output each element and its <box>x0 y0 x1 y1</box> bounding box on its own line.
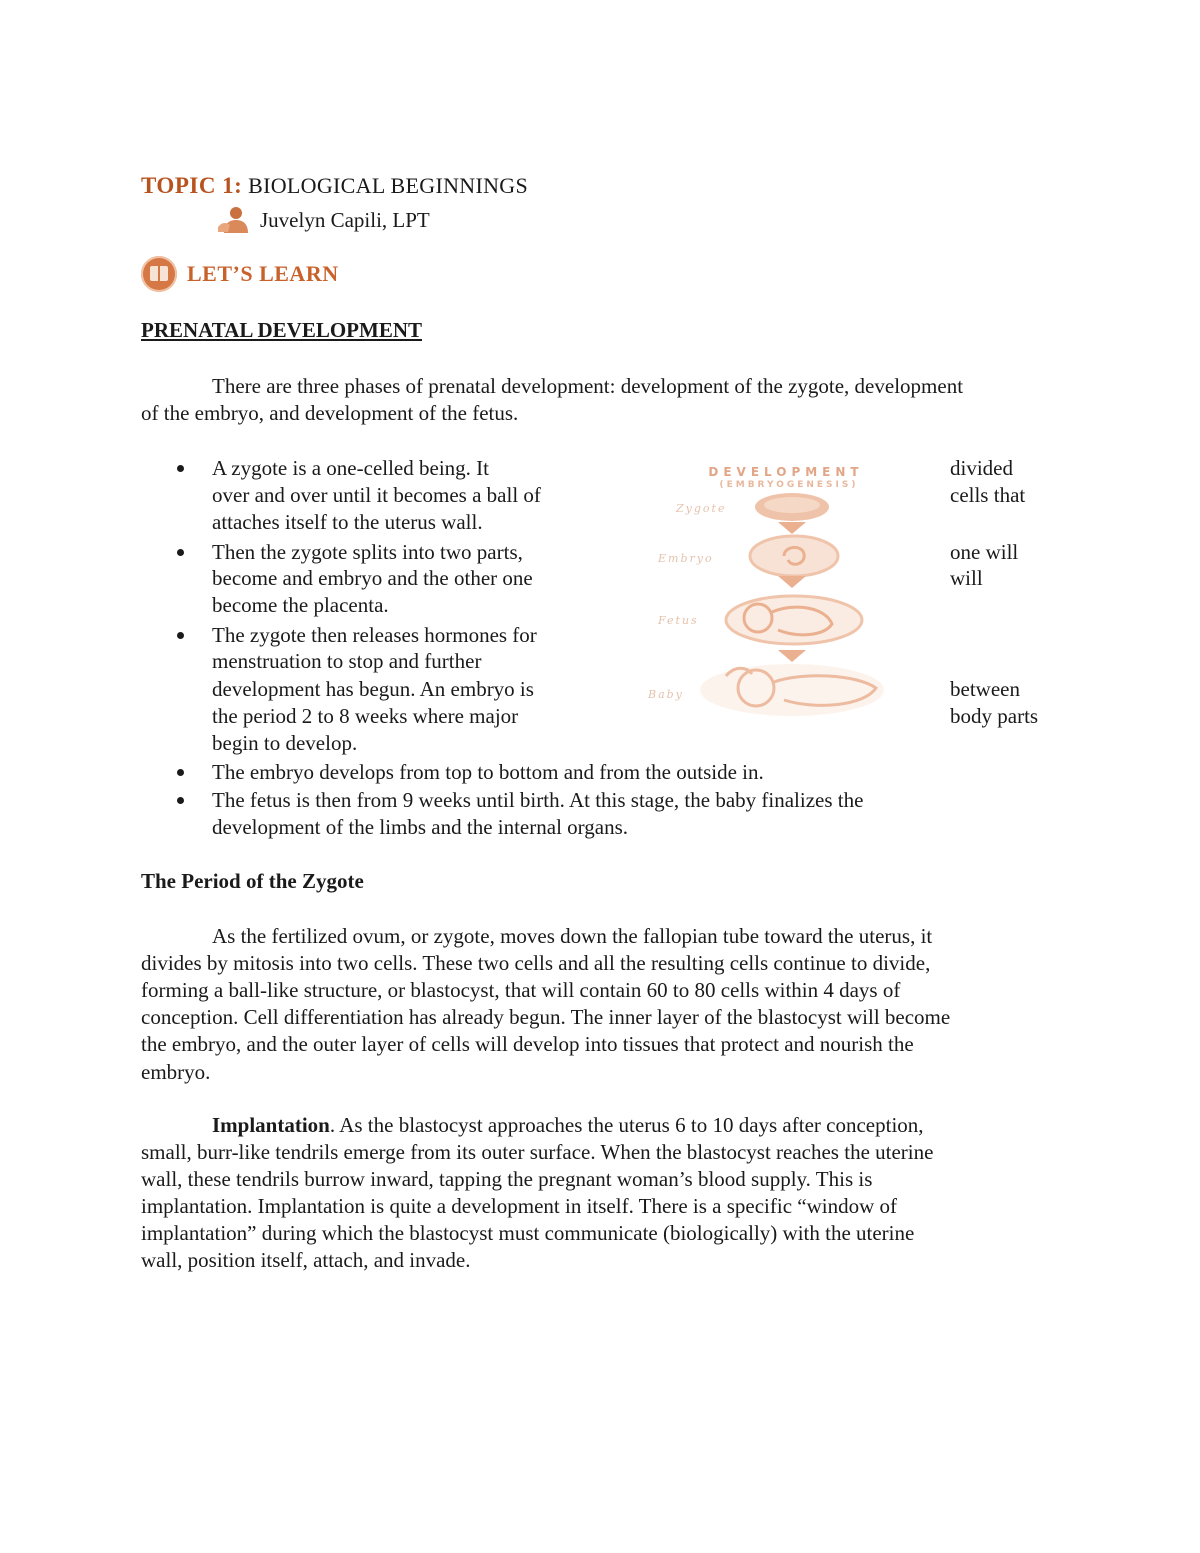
diagram-title: DEVELOPMENT <box>708 465 864 479</box>
bullet-text: attaches itself to the uterus wall. <box>212 510 483 534</box>
paragraph-line: divides by mitosis into two cells. These two cells and all the resulting cells continue to divide, <box>141 951 931 975</box>
paragraph-line: embryo. <box>141 1060 211 1084</box>
bullet-text-right: divided <box>950 456 1013 480</box>
bullet-text: Then the zygote splits into two parts, <box>212 540 523 564</box>
bullet-text: development of the limbs and the internal organs. <box>212 815 629 839</box>
bullet-text: over and over until it becomes a ball of <box>212 483 541 507</box>
stage-label: Baby <box>648 688 684 701</box>
bullet-text: begin to develop. <box>212 731 358 755</box>
stage-label: Zygote <box>676 502 727 515</box>
paragraph-line: implantation” during which the blastocyst must communicate (biologically) with the uterine <box>141 1221 915 1245</box>
bullet-icon <box>177 549 184 556</box>
bullet-text: the period 2 to 8 weeks where major <box>212 704 519 728</box>
book-icon <box>141 256 177 292</box>
paragraph-line: conception. Cell differentiation has already begun. The inner layer of the blastocyst will become <box>141 1005 951 1029</box>
topic-label: TOPIC 1: <box>141 173 243 198</box>
bullet-icon <box>177 465 184 472</box>
bullet-text: become the placenta. <box>212 593 389 617</box>
stage-label: Embryo <box>658 552 714 565</box>
bullet-text-right: will <box>950 566 983 590</box>
stage-label: Fetus <box>658 614 699 627</box>
bullet-icon <box>177 769 184 776</box>
prenatal-heading: PRENATAL DEVELOPMENT <box>141 318 422 342</box>
paragraph-line: the embryo, and the outer layer of cells will develop into tissues that protect and nourish the <box>141 1032 914 1056</box>
bullet-text: A zygote is a one-celled being. It <box>212 456 489 480</box>
zygote-period-heading: The Period of the Zygote <box>141 869 364 893</box>
implantation-term: Implantation <box>212 1113 330 1137</box>
bullet-text-right: between <box>950 677 1020 701</box>
bullet-text-right: cells that <box>950 483 1026 507</box>
embryo-shape <box>750 536 838 576</box>
section-label: LET’S LEARN <box>187 261 339 286</box>
bullet-text: The embryo develops from top to bottom and from the outside in. <box>212 760 764 784</box>
author-name: Juvelyn Capili, LPT <box>260 207 430 232</box>
section-banner <box>141 256 339 292</box>
bullet-text: The zygote then releases hormones for <box>212 623 537 647</box>
bullet-text-right: body parts <box>950 704 1039 728</box>
implantation-first-line: Implantation. As the blastocyst approaches the uterus 6 to 10 days after conception, <box>212 1113 924 1137</box>
bullet-icon <box>177 797 184 804</box>
paragraph-line: wall, position itself, attach, and invade. <box>141 1248 471 1272</box>
bullet-icon <box>177 632 184 639</box>
diagram-subtitle: (EMBRYOGENESIS) <box>719 480 859 490</box>
paragraph-line: forming a ball-like structure, or blastocyst, that will contain 60 to 80 cells within 4 days of <box>141 978 901 1002</box>
fetus-shape <box>726 596 862 644</box>
paragraph-line: implantation. Implantation is quite a development in itself. There is a specific “window of <box>141 1194 897 1218</box>
paragraph-line: wall, these tendrils burrow inward, tapping the pregnant woman’s blood supply. This is <box>141 1167 873 1191</box>
paragraph-line: small, burr-like tendrils emerge from its outer surface. When the blastocyst reaches the uterine <box>141 1140 934 1164</box>
bullet-text: development has begun. An embryo is <box>212 677 534 701</box>
intro-line-1: There are three phases of prenatal development: development of the zygote, development <box>212 374 964 398</box>
bullet-text: become and embryo and the other one <box>212 566 533 590</box>
person-icon <box>216 205 250 235</box>
topic-heading <box>141 173 528 199</box>
baby-shape <box>700 664 884 716</box>
bullet-text: menstruation to stop and further <box>212 649 482 673</box>
bullet-text-right: one will <box>950 540 1019 564</box>
bullet-text: The fetus is then from 9 weeks until birth. At this stage, the baby finalizes the <box>212 788 864 812</box>
intro-line-2: of the embryo, and development of the fetus. <box>141 401 519 425</box>
development-diagram <box>606 452 944 724</box>
paragraph-line: As the fertilized ovum, or zygote, moves down the fallopian tube toward the uterus, it <box>212 924 933 948</box>
topic-title: BIOLOGICAL BEGINNINGS <box>242 173 528 198</box>
author-line <box>216 205 430 235</box>
